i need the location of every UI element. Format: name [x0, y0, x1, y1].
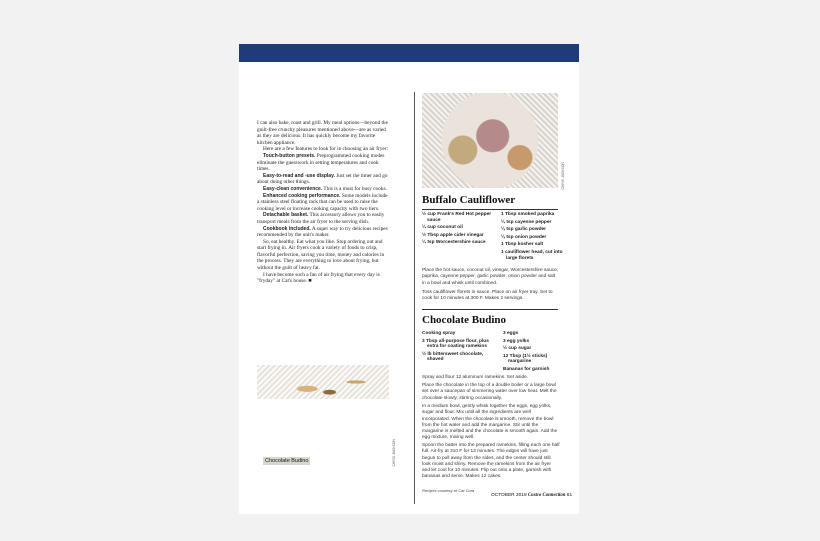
recipe-rule: [422, 209, 558, 210]
budino-photo: [257, 365, 389, 399]
ingredient: 1 Tbsp smoked paprika: [501, 212, 555, 217]
article-paragraph: I can also bake, roast and grill. My meal options—beyond the guilt-free crunchy pleasures mentioned above—are as varied as they are delicious. It has quickly become my favorite kitchen appliance.: [257, 120, 388, 146]
issue-date: OCTOBER 2018: [491, 493, 527, 498]
ingredient: Cooking spray: [422, 331, 456, 336]
recipe-title-chocolate-budino: Chocolate Budino: [422, 314, 507, 326]
page-number: 61: [566, 493, 573, 498]
feature-item: [257, 226, 389, 239]
ingredient: 1 cauliflower head, cut into large florets: [501, 249, 563, 261]
ingredient: ¼ tsp cayenne pepper: [501, 219, 552, 225]
article-paragraph: So, eat healthy. Eat what you like. Stop ordering out and start frying in. Air fryers cook a variety of foods to crisp, flavorful perfection, saving you time, money and calories in the process. They are everything to love about frying, but without the guilt of heavy fat.: [257, 238, 385, 272]
photo-caption: Chocolate Budino: [265, 458, 309, 464]
article-column: [257, 120, 389, 285]
ingredient: ¼ tsp garlic powder: [501, 227, 547, 233]
ingredient: 1 Tbsp kosher salt: [501, 242, 544, 248]
feature-title: Easy-clean convenience.: [263, 185, 323, 192]
feature-item: [257, 193, 389, 213]
ingredient: ½ Tbsp apple cider vinegar: [422, 232, 484, 238]
ingredient: 3 Tbsp all-purpose flour, plus extra for coating ramekins: [422, 338, 489, 350]
feature-title: Easy-to-read and -use display.: [263, 172, 335, 179]
ingredient-list-right: [501, 212, 563, 263]
recipe-step: Place the chocolate in the top of a double boiler or a large bowl set over a saucepan of simmering water over low heat. Melt the chocolate slowly, stirring occasionally.: [422, 383, 557, 401]
recipe-step: In a medium bowl, gently whisk together the eggs, egg yolks, sugar and flour. Mix until all the ingredients are well incorporated. When the chocolate is smooth, remove the bowl from the hot water and add the margarine. Stir until the margarine is melted and the chocolate is smooth again. Add the egg mixture, mixing well.: [422, 404, 558, 441]
ingredient-list-right: [503, 331, 565, 375]
ingredient-list-left: [422, 331, 494, 365]
recipe-step: Place the hot sauce, coconut oil, vinegar, Worcestershire sauce, paprika, cayenne pepper, garlic powder, onion powder and salt in a bowl and whisk until combined.: [422, 268, 559, 286]
ingredient: ½ cup Frank's Red Hot pepper sauce: [422, 212, 492, 223]
ingredient: 3 egg yolks: [503, 338, 530, 344]
ingredient: Bananas for garnish: [503, 366, 550, 372]
ingredient: ¼ tsp Worcestershire sauce: [422, 240, 486, 246]
photo-credit-1: CHRIS JACKSON: [561, 162, 565, 190]
ingredient: 12 Tbsp (1½ sticks) margarine: [503, 353, 548, 365]
cauliflower-photo: [422, 93, 558, 188]
photo-credit-2: CHRIS JACKSON: [392, 439, 396, 467]
ingredient: ¼ cup coconut oil: [422, 225, 463, 231]
header-bar: [239, 44, 579, 62]
recipe-step: Toss cauliflower florets in sauce. Place on air fryer tray. Set to cook for 10 minutes at 300 F. Makes 2 servings.: [422, 290, 553, 302]
feature-title: Enhanced cooking performance.: [263, 192, 341, 199]
feature-text: Just set the timer and go about doing other things.: [257, 172, 388, 186]
feature-item: [257, 212, 389, 225]
page-footer: [491, 493, 572, 498]
feature-item: [257, 173, 389, 186]
article-paragraph: I have become such a fan of air frying that every day is "fryday" at Cat's house. ■: [257, 271, 380, 285]
recipe-courtesy: Recipes courtesy of Cat Cora: [422, 488, 475, 493]
feature-text: A super way to try delicious recipes recommended by the unit's maker.: [257, 225, 388, 239]
feature-text: Preprogrammed cooking modes eliminate the guesswork in setting temperatures and cook times.: [257, 152, 385, 173]
recipe-rule: [422, 309, 558, 310]
recipe-step: Spoon the batter into the prepared ramekins, filling each one half full. Air-fry at 310 F for 13 minutes. The edges will have just begun to pull away from the sides, and the center should still look moist and shiny. Remove the ramekins from the air fryer and let cool for 10 minutes. Flip out onto a plate, garnish with bananas and serve. Makes 12 cakes.: [422, 443, 560, 480]
feature-text: This is a must for busy cooks.: [322, 185, 387, 192]
feature-title: Touch-button presets.: [263, 152, 316, 159]
column-divider: [414, 92, 415, 504]
recipe-step: Spray and flour 12 aluminum ramekins. Set aside.: [422, 375, 529, 380]
magazine-name: Costco Connection: [527, 493, 566, 498]
ingredient: ½ cup sugar: [503, 346, 532, 352]
feature-item: [257, 186, 389, 193]
magazine-page: [239, 44, 579, 514]
feature-title: Cookbook included.: [263, 225, 311, 232]
ingredient-list-left: [422, 212, 492, 248]
feature-text: Some models include a stainless steel floating rack that can be used to raise the cooking level or increase cooking capacity with two tiers.: [257, 192, 388, 212]
recipe-title-buffalo-cauliflower: Buffalo Cauliflower: [422, 194, 516, 206]
feature-text: This accessory allows you to easily transport meals from the air fryer to the serving dish.: [257, 212, 385, 225]
feature-title: Detachable basket.: [263, 212, 309, 219]
ingredient: ½ lb bittersweet chocolate, shaved: [422, 351, 484, 363]
ingredient: 3 eggs: [503, 331, 519, 336]
article-paragraph: Here are a few features to look for in choosing an air fryer:: [263, 146, 389, 153]
feature-item: [257, 153, 389, 173]
ingredient: ¼ tsp onion powder: [501, 234, 547, 240]
